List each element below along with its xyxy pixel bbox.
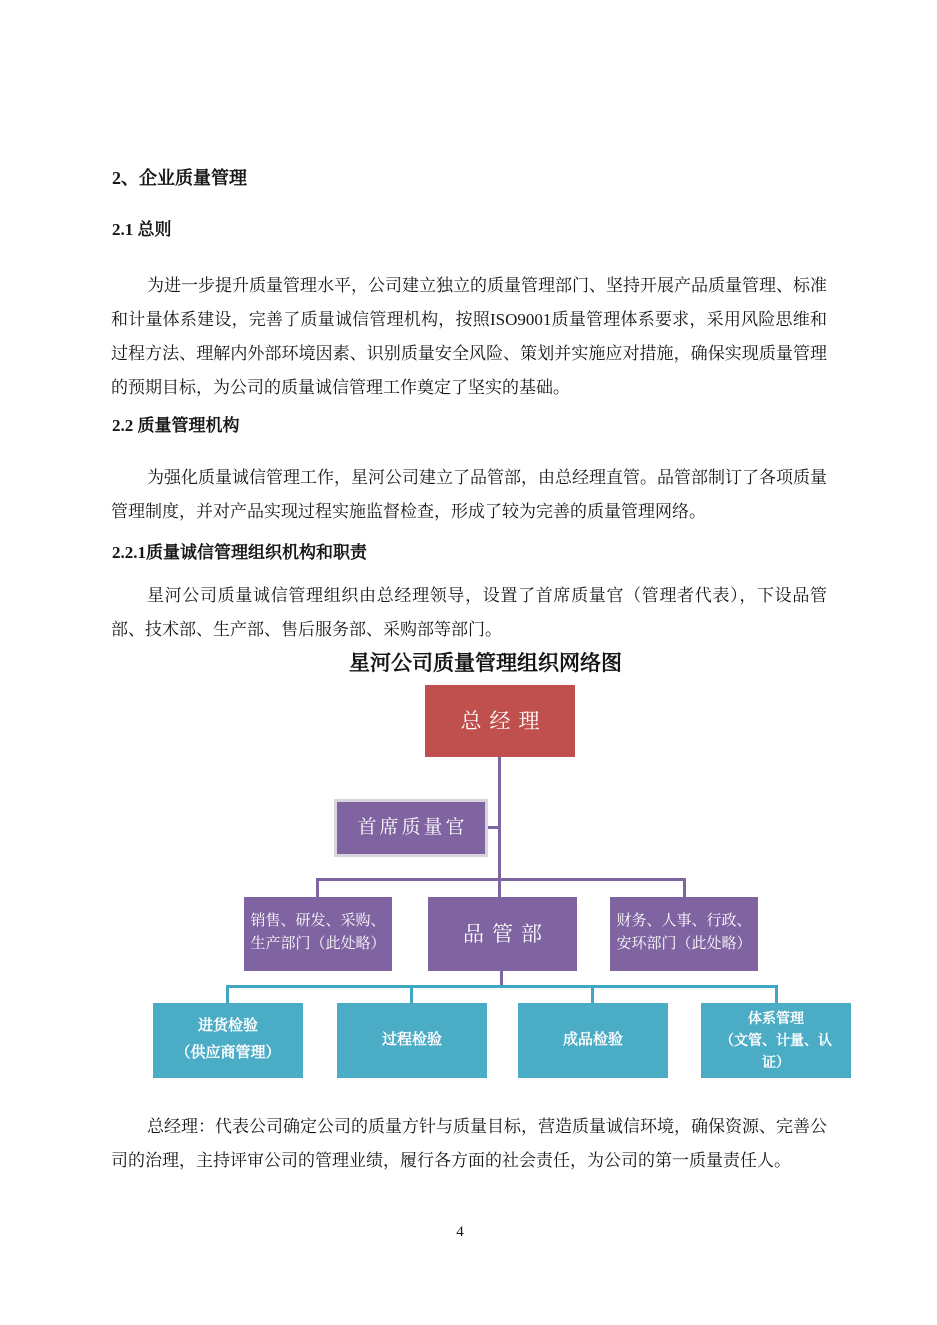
page-number: 4 [456,1224,464,1240]
org-node-general-manager: 总经理 [425,685,575,757]
org-node-other-depts-right [610,897,758,971]
connector-drop-right-dept [683,878,686,898]
heading-section-2: 2、企业质量管理 [112,168,247,188]
org-node-label-line: 销售、研发、采购、 [250,913,386,929]
connector-drop-final [591,985,594,1004]
org-node-label-line: 财务、人事、行政、 [616,913,752,929]
org-node-label-line: 体系管理 [748,1012,804,1027]
connector-qc-stub [500,971,503,987]
org-node-label-line: 安环部门（此处略） [616,936,752,952]
connector-cqo-stub [488,826,500,829]
org-node-label-line: 进货检验 [197,1018,258,1034]
org-chart-title: 星河公司质量管理组织网络图 [349,651,622,675]
paragraph-gm-responsibility: 总经理：代表公司确定公司的质量方针与质量目标，营造质量诚信环境，确保资源、完善公司的治理，主持评审公司的管理业绩，履行各方面的社会责任，为公司的第一质量责任人。 [111,1117,827,1170]
org-node-quality-dept: 品管部 [428,897,577,971]
connector-branch-horizontal [316,878,686,881]
connector-drop-incoming [226,985,229,1004]
org-node-label-line: 证） [762,1056,790,1071]
org-node-chief-quality-officer: 首席质量官 [334,799,488,857]
org-node-process-inspection: 过程检验 [337,1003,487,1078]
org-node-system-management [701,1003,851,1078]
heading-2-2: 2.2 质量管理机构 [112,416,240,435]
connector-drop-left-dept [316,878,319,898]
connector-drop-system [775,985,778,1004]
paragraph-quality-org: 为强化质量诚信管理工作，星河公司建立了品管部，由总经理直管。品管部制订了各项质量管理制度，并对产品实现过程实施监督检查，形成了较为完善的质量管理网络。 [111,468,827,521]
connector-drop-process [410,985,413,1004]
org-node-label-line: 生产部门（此处略） [250,936,386,952]
org-node-label-line: （供应商管理） [175,1045,281,1061]
paragraph-org-structure: 星河公司质量诚信管理组织由总经理领导，设置了首席质量官（管理者代表），下设品管部、技术部、生产部、售后服务部、采购部等部门。 [111,586,827,639]
connector-gm-vertical [498,757,501,898]
heading-2-2-1: 2.2.1质量诚信管理组织机构和职责 [112,543,367,562]
org-node-incoming-inspection [153,1003,303,1078]
org-node-final-inspection: 成品检验 [518,1003,668,1078]
org-node-other-depts-left [244,897,392,971]
org-node-label-line: （文管、计量、认 [720,1034,832,1049]
heading-2-1: 2.1 总则 [112,220,172,239]
paragraph-general-principles: 为进一步提升质量管理水平，公司建立独立的质量管理部门、坚持开展产品质量管理、标准和计量体系建设，完善了质量诚信管理机构，按照ISO9001质量管理体系要求，采用风险思维和过程方法、理解内外部环境因素、识别质量安全风险、策划并实施应对措施，确保实现质量管理的预期目标，为公司的质量诚信管理工作奠定了坚实的基础。 [111,276,827,397]
connector-inspection-horizontal [226,985,778,988]
